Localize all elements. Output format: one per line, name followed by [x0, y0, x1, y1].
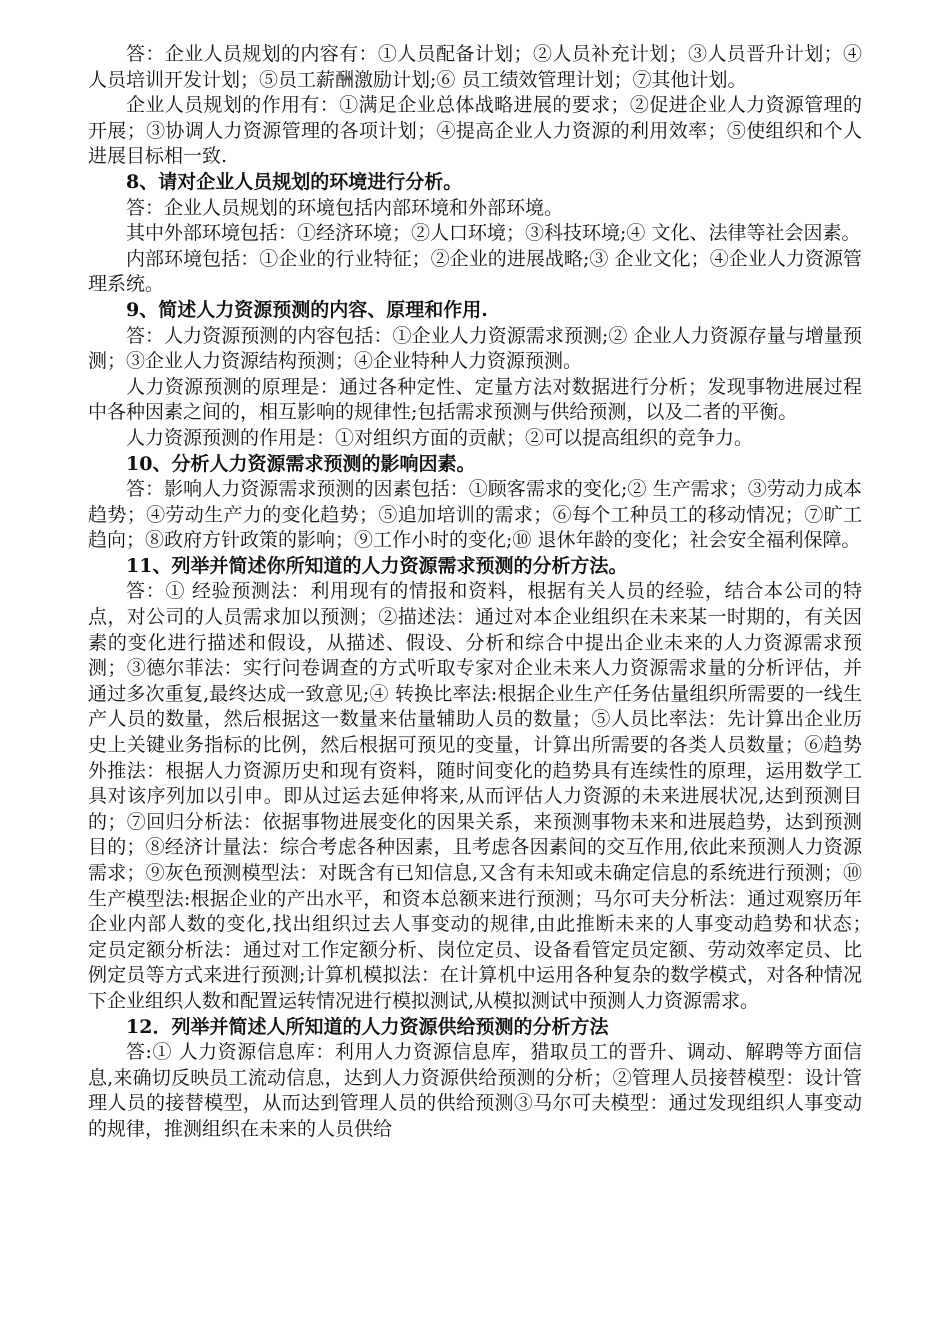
question-heading-11: 11、列举并简述你所知道的人力资源需求预测的分析方法。	[126, 554, 628, 577]
question-heading-10: 10、分析人力资源需求预测的影响因素。	[126, 452, 476, 475]
answer-paragraph: 人力资源预测的作用是：①对组织方面的贡献；②可以提高组织的竞争力。	[126, 426, 754, 449]
answer-paragraph: 内部环境包括：①企业的行业特征；②企业的进展战略;③ 企业文化；④企业人力资源管理系统。	[88, 247, 862, 296]
answer-paragraph: 答:① 人力资源信息库：利用人力资源信息库，猎取员工的晋升、调动、解聘等方面信息,来确切反映员工流动信息，达到人力资源供给预测的分析；②管理人员接替模型：设计管理人员的接替模型，从而达到管理人员的供给预测③马尔可夫模型：通过发现组织人事变动的规律，推测组织在未来的人员供给	[88, 1041, 862, 1140]
answer-paragraph: 企业人员规划的作用有：①满足企业总体战略进展的要求；②促进企业人力资源管理的开展；③协调人力资源管理的各项计划；④提高企业人力资源的利用效率；⑤使组织和个人进展目标相一致.	[88, 94, 862, 168]
answer-paragraph: 答：企业人员规划的内容有：①人员配备计划；②人员补充计划；③人员晋升计划；④人员培训开发计划；⑤员工薪酬激励计划;⑥ 员工绩效管理计划；⑦其他计划。	[88, 43, 862, 91]
answer-paragraph: 其中外部环境包括：①经济环境；②人口环境；③科技环境;④ 文化、法律等社会因素。	[126, 222, 861, 245]
answer-paragraph: 答：① 经验预测法：利用现有的情报和资料，根据有关人员的经验，结合本公司的特点，对公司的人员需求加以预测；②描述法：通过对本企业组织在未来某一时期的，有关因素的变化进行描述和假设，从描述、假设、分析和综合中提出企业未来的人力资源需求预测；③德尔菲法：实行问卷调查的方式听取专家对企业未来人力资源需求量的分析评估，并通过多次重复,最终达成一致意见;④ 转换比率法:根据企业生产任务估量组织所需要的一线生产人员的数量，然后根据这一数量来估量辅助人员的数量；⑤人员比率法：先计算出企业历史上关键业务指标的比例，然后根据可预见的变量，计算出所需要的各类人员数量；⑥趋势外推法：根据人力资源历史和现有资料，随时间变化的趋势具有连续性的原理，运用数学工具对该序列加以引申。即从过运去延伸将来,从而评估人力资源的未来进展状况,达到预测目的；⑦回归分析法：依据事物进展变化的因果关系，来预测事物未来和进展趋势，达到预测目的；⑧经济计量法：综合考虑各种因素，且考虑各因素间的交互作用,依此来预测人力资源需求；⑨灰色预测模型法：对既含有已知信息,又含有未知或未确定信息的系统进行预测；⑩生产模型法:根据企业的产出水平，和资本总额来进行预测；马尔可夫分析法：通过观察历年企业内部人数的变化,找出组织过去人事变动的规律,由此推断未来的人事变动趋势和状态； 定员定额分析法：通过对工作定额分析、岗位定员、设备看管定员定额、劳动效率定员、比例定员等方式来进行预测;计算机模拟法：在计算机中运用各种复杂的数学模式，对各种情况下企业组织人数和配置运转情况进行模拟测试,从模拟测试中预测人力资源需求。	[88, 580, 882, 1012]
answer-paragraph: 答：企业人员规划的环境包括内部环境和外部环境。	[126, 196, 564, 219]
answer-paragraph: 答：影响人力资源需求预测的因素包括：①顾客需求的变化;② 生产需求；③劳动力成本趋势；④劳动生产力的变化趋势；⑤追加培训的需求；⑥每个工种员工的移动情况；⑦旷工趋向；⑧政府方针政策的影响；⑨工作小时的变化;⑩ 退休年龄的变化；社会安全福利保障。	[88, 478, 862, 552]
answer-paragraph: 人力资源预测的原理是：通过各种定性、定量方法对数据进行分析；发现事物进展过程中各种因素之间的，相互影响的规律性;包括需求预测与供给预测，以及二者的平衡。	[88, 375, 862, 424]
answer-paragraph: 答：人力资源预测的内容包括：①企业人力资源需求预测;② 企业人力资源存量与增量预测；③企业人力资源结构预测；④企业特种人力资源预测。	[88, 324, 862, 373]
question-heading-9: 9、简述人力资源预测的内容、原理和作用.	[126, 298, 488, 321]
question-heading-12: 12．列举并简述人所知道的人力资源供给预测的分析方法	[126, 1015, 609, 1038]
question-heading-8: 8、请对企业人员规划的环境进行分析。	[126, 170, 463, 193]
